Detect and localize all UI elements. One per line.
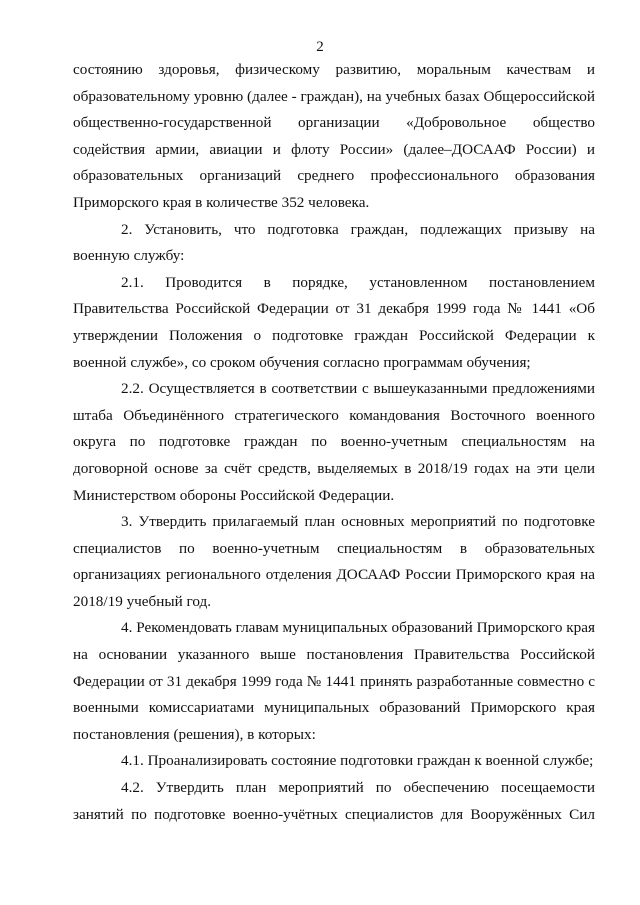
page-number: 2: [316, 39, 324, 55]
paragraph-item-4-2: 4.2. Утвердить план мероприятий по обеспечению посещаемости занятий по подготовке военно-учётных специалистов для Вооружённых Сил: [73, 779, 595, 823]
paragraph-item-4-1: 4.1. Проанализировать состояние подготовки граждан к военной службе;: [121, 752, 594, 770]
document-body: [73, 57, 595, 828]
paragraph-item-3: 3. Утвердить прилагаемый план основных мероприятий по подготовке специалистов по военно-учетным специальностям в образовательных организациях регионального отделения ДОСААФ России Приморского края на 2018/19 учебный год.: [73, 513, 595, 610]
paragraph-item-2-1: 2.1. Проводится в порядке, установленном постановлением Правительства Российской Федерации от 31 декабря 1999 года № 1441 «Об утверждении Положения о подготовке граждан Российской Федерации к военной службе», со сроком обучения согласно программам обучения;: [73, 273, 595, 371]
paragraph-item-2-2: 2.2. Осуществляется в соответствии с вышеуказанными предложениями штаба Объединённого стратегического командования Восточного военного округа по подготовке граждан по военно-учетным специальностям на договорной основе за счёт средств, выделяемых в 2018/19 годах на эти цели Министерством обороны Российской Федерации.: [73, 380, 595, 504]
paragraph-item-2: 2. Установить, что подготовка граждан, подлежащих призыву на военную службу:: [73, 220, 595, 265]
paragraph-continuation: состоянию здоровья, физическому развитию, моральным качествам и образовательному уровню (далее - граждан), на учебных базах Общероссийской общественно-государственной организации «Добровольное общество содействия армии, авиации и флоту России» (далее–ДОСААФ России) и образовательных организаций среднего профессионального образования Приморского края в количестве 352 человека.: [73, 61, 595, 211]
paragraph-item-4: 4. Рекомендовать главам муниципальных образований Приморского края на основании указанного выше постановления Правительства Российской Федерации от 31 декабря 1999 года № 1441 принять разработанные совместно с военными комиссариатами муниципальных образований Приморского края постановления (решения), в которых:: [73, 619, 595, 743]
